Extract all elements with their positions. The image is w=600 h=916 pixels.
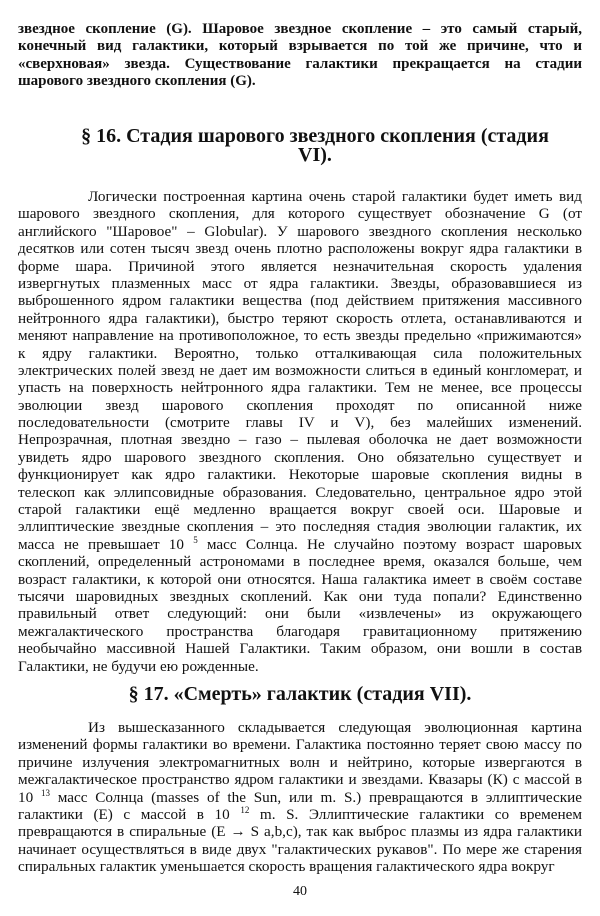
text-line bbox=[18, 806, 582, 823]
text-line: межгалактическое пространство ядром галактики и звездами. Квазары (К) с массой в bbox=[18, 771, 582, 789]
text-line: меняют направление на противоположное, то есть звезды предельно «прижимаются» bbox=[18, 327, 582, 345]
text-line: увидеть ядро шарового звездного скопления. Оно обязательно существует и bbox=[18, 448, 582, 466]
paragraph-section-16 bbox=[18, 188, 582, 675]
text-line: электрических полей звезд не дает им возможности слиться в единый конгломерат, и bbox=[18, 361, 582, 379]
heading-line: VI). bbox=[298, 144, 332, 166]
text-line: эволюции звезд шарового скопления проходят по описанной ниже bbox=[18, 396, 582, 414]
text-segment: масс Солнца (masses of the Sun, или m. S.) превращаются в эллиптические bbox=[49, 788, 583, 806]
text-line: Галактики, не будучи ею рожденные. bbox=[18, 657, 259, 675]
section-heading-17: § 17. «Смерть» галактик (стадия VII). bbox=[128, 683, 472, 705]
text-line: функционирует как ядро галактики. Некоторые шаровые скопления видны в bbox=[18, 466, 582, 484]
text-line: тысячи шаровидных звездных скоплений. Как они туда попали? Единственно bbox=[18, 587, 582, 605]
text-line: межгалактического пространства благодаря гравитационному притяжению bbox=[18, 622, 582, 640]
text-line bbox=[18, 789, 582, 806]
text-segment: 10 bbox=[18, 788, 41, 806]
text-line: шарового звездного скопления (G). bbox=[18, 73, 256, 90]
text-segment: масса не превышает 10 bbox=[18, 535, 194, 553]
text-line: необычайно массивной Нашей Галактики. Таким образом, они вошли в состав bbox=[18, 640, 582, 658]
text-line: эллиптические звездные скопления – это последняя стадия эволюции галактик, их bbox=[18, 518, 582, 536]
text-line: начинает осуществляться в виде двух "галактических рукавов". По мере же старения bbox=[18, 840, 582, 858]
page-number: 40 bbox=[293, 884, 307, 899]
text-line: возраст галактики, к которой они относятся. Наша галактика имеет в своём составе bbox=[18, 570, 582, 588]
text-segment: галактики (Е) с массой в 10 bbox=[18, 805, 241, 823]
text-line: изменений формы галактики во времени. Галактика постоянно теряет свою массу по bbox=[18, 736, 582, 754]
paragraph-intro bbox=[18, 21, 582, 91]
text-line: конечный вид галактики, который взрывается по той же причине, что и bbox=[18, 38, 582, 55]
paragraph-section-17 bbox=[18, 719, 582, 876]
text-line: звездное скопление (G). Шаровое звездное скопление – это самый старый, bbox=[18, 21, 582, 37]
text-line: английского "Шаровое" – Globular). У шарового звездного скопления несколько bbox=[18, 222, 582, 240]
superscript-exponent: 13 bbox=[40, 787, 50, 798]
text-segment: m. S. Эллиптические галактики со временем bbox=[249, 805, 582, 823]
text-line: спиральных галактик уменьшается скорость вращения галактического ядра вокруг bbox=[18, 858, 555, 876]
text-line: к ядру галактики. Вероятно, только отталкивающая сила положительных bbox=[18, 344, 582, 362]
text-line: Логически построенная картина очень старой галактики будет иметь вид bbox=[88, 188, 582, 205]
text-line: выброшенного ядром галактики вещества (под действием притяжения массивного bbox=[18, 292, 582, 310]
text-line: правильный ответ следующий: они были «извлечены» из окружающего bbox=[18, 605, 582, 623]
text-segment: масс Солнца. Не случайно поэтому возраст шаровых bbox=[197, 535, 583, 553]
section-heading-16 bbox=[18, 127, 582, 165]
text-line: упасть на поверхность нейтронного ядра галактики. Тем не менее, все процессы bbox=[18, 379, 582, 397]
text-line: десятков или сотен тысяч звезд очень плотно расположены вокруг ядра галактики в bbox=[18, 240, 582, 258]
text-line: старой галактики ещё медленно вращается вокруг своей оси. Шаровые и bbox=[18, 501, 582, 519]
text-line: извергнутых плазменных масс от ядра галактики. Звезды, образовавшиеся из bbox=[18, 274, 582, 292]
text-line: Непрозрачная, плотная звездно – газо – пылевая оболочка не дает возможности bbox=[18, 431, 582, 449]
heading-line: § 16. Стадия шарового звездного скопления (стадия bbox=[81, 125, 549, 147]
text-line: последовательности (смотрите главы IV и V), без малейших изменений. bbox=[18, 414, 582, 432]
text-line: скоплений, определенный астрономами в последнее время, оказался больше, чем bbox=[18, 553, 582, 571]
text-line bbox=[18, 536, 582, 553]
text-line: «сверхновая» звезда. Существование галактики прекращается на стадии bbox=[18, 55, 582, 72]
text-line: форме шара. Причиной этого является незначительная скорость удаления bbox=[18, 257, 582, 275]
text-line: Из вышесказанного складывается следующая эволюционная картина bbox=[88, 719, 582, 736]
text-line: нейтронного ядра галактики), быстро теряют скорость отлета, останавливаются и bbox=[18, 309, 582, 327]
text-line: шарового звездного скопления, для которого существует обозначение G (от bbox=[18, 205, 582, 223]
text-line: причине излучения электромагнитных волн и нейтрино, которые извергаются в bbox=[18, 753, 582, 771]
text-line: превращаются в спиральные (E → S a,b,c), так как выброс плазмы из ядра галактики bbox=[18, 823, 582, 841]
superscript-exponent: 5 bbox=[193, 534, 198, 545]
text-line: телескоп как эллипсовидные образования. Следовательно, центральное ядро этой bbox=[18, 483, 582, 501]
superscript-exponent: 12 bbox=[240, 804, 250, 815]
